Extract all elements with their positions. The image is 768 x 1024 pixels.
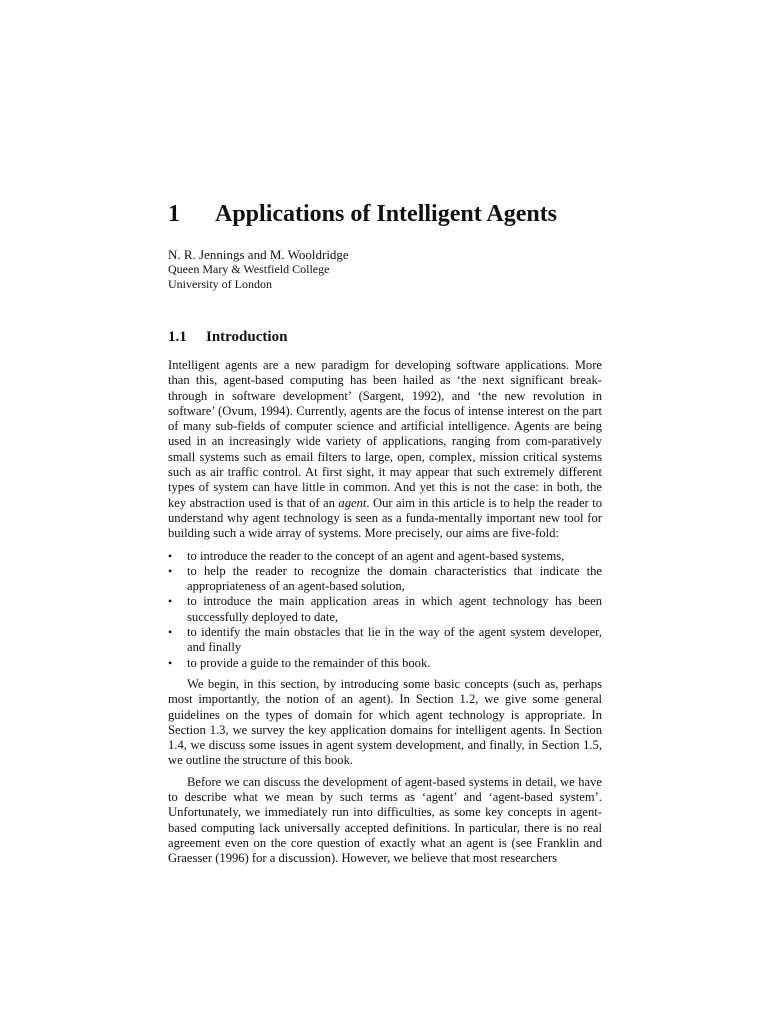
aims-list bbox=[168, 549, 602, 671]
author-institution: Queen Mary & Westfield College bbox=[168, 262, 330, 276]
paragraph-definitions: Before we can discuss the development of agent-based systems in detail, we have to describe what we mean by such terms as ‘agent’ and ‘agent-based system’. Unfortunately, we immediately run into difficulties, as some key concepts in agent-based computing lack universally accepted definitions. In particular, there is no real agreement even on the core question of exactly what an agent is (see Franklin and Graesser (1996) for a discussion). However, we believe that most researchers bbox=[168, 774, 602, 866]
intro-text-part2: . Our aim in this article is to help the reader to understand why agent technology is seen as a funda-mentally important new tool for building such a wide array of systems. More precisely, our aims are five-fold: bbox=[168, 495, 602, 541]
paragraph-overview: We begin, in this section, by introducing some basic concepts (such as, perhaps most importantly, the notion of an agent). In Section 1.2, we give some general guidelines on the types of domain for which agent technology is appropriate. In Section 1.3, we survey the key application domains for intelligent agents. In Section 1.4, we discuss some issues in agent system development, and finally, in Section 1.5, we outline the structure of this book. bbox=[168, 676, 602, 768]
authors-block bbox=[168, 247, 349, 292]
list-item-text: to introduce the main application areas in which agent technology has been successfully deployed to date, bbox=[187, 594, 602, 624]
body-text bbox=[168, 358, 602, 867]
bullet-icon: • bbox=[168, 594, 173, 609]
list-item bbox=[168, 564, 602, 595]
author-university: University of London bbox=[168, 277, 272, 291]
chapter-number: 1 bbox=[168, 201, 180, 227]
intro-paragraph bbox=[168, 358, 602, 542]
list-item bbox=[168, 594, 602, 625]
chapter-title: Applications of Intelligent Agents bbox=[215, 201, 558, 227]
author-names: N. R. Jennings and M. Wooldridge bbox=[168, 247, 349, 262]
list-item bbox=[168, 625, 602, 656]
list-item-text: to provide a guide to the remainder of this book. bbox=[187, 655, 431, 670]
list-item bbox=[168, 549, 602, 564]
bullet-icon: • bbox=[168, 655, 173, 670]
bullet-icon: • bbox=[168, 625, 173, 640]
bullet-icon: • bbox=[168, 563, 173, 578]
bullet-icon: • bbox=[168, 548, 173, 563]
section-title: Introduction bbox=[206, 329, 288, 345]
list-item-text: to identify the main obstacles that lie in the way of the agent system developer, and finally bbox=[187, 625, 602, 655]
section-number: 1.1 bbox=[168, 329, 187, 345]
list-item-text: to introduce the reader to the concept of an agent and agent-based systems, bbox=[187, 548, 565, 563]
intro-text-part1: Intelligent agents are a new paradigm for developing software applications. More than this, agent-based computing has been hailed as ‘the next significant break-through in software development’ (Sargent, 1992), and ‘the new revolution in software’ (Ovum, 1994). Currently, agents are the focus of intense interest on the part of many sub-fields of computer science and artificial intelligence. Agents are being used in an increasingly wide variety of applications, ranging from com-paratively small systems such as email filters to large, open, complex, mission critical systems such as air traffic control. At first sight, it may appear that such extremely different types of system can have little in common. And yet this is not the case: in both, the key abstraction used is that of an bbox=[168, 358, 602, 510]
chapter-heading bbox=[168, 199, 602, 229]
section-heading bbox=[168, 327, 287, 347]
list-item-text: to help the reader to recognize the domain characteristics that indicate the appropriateness of an agent-based solution, bbox=[187, 563, 602, 594]
intro-emphasis: agent bbox=[338, 495, 367, 510]
list-item bbox=[168, 656, 602, 671]
